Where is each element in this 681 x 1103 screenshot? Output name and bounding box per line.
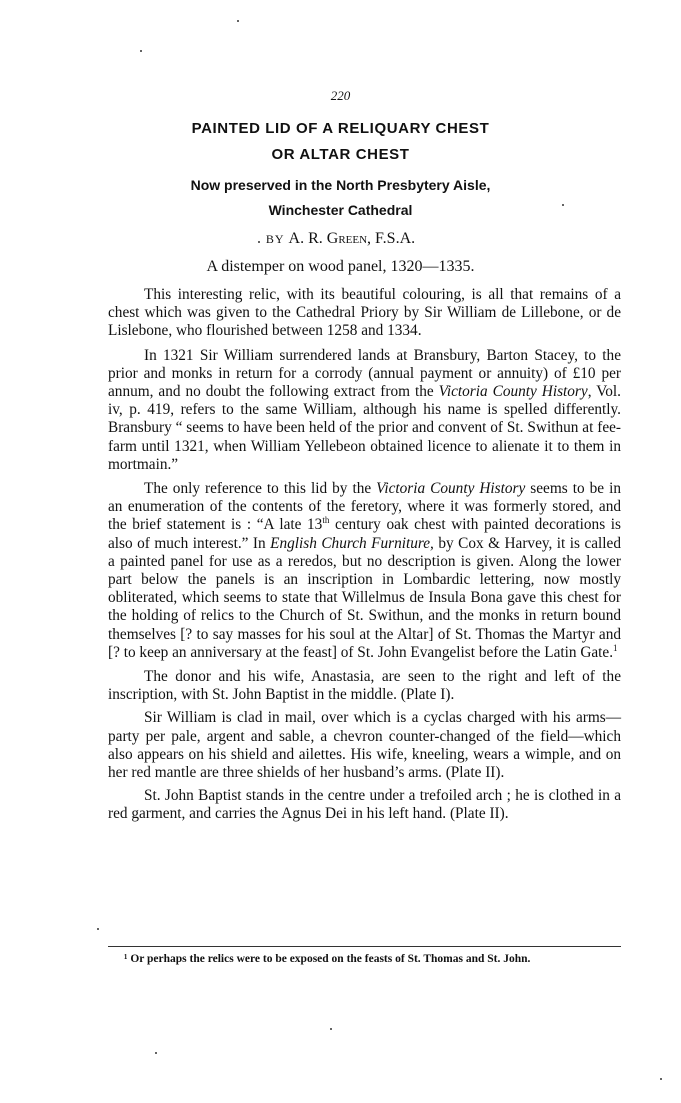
paragraph-3-text-cont-3: by Cox & Harvey, it is called a painted panel for use as a reredos, but no description is given. Along the lower part below the panels is an inscription in Lombardic lettering, now mostly obliterated, which seems to state that Willelmus de Insula Bona gave this chest for the holding of relics to the Church of St. Swithun, and the monks in return bound themselves [? to say masses for his soul at the Altar] of St. Thomas the Martyr and [? to keep an anniversary at the feast] of St. John Evangelist before the Latin Gate. <box>108 534 621 661</box>
speck <box>140 50 142 52</box>
footnote-text: ¹ Or perhaps the relics were to be exposed on the feasts of St. Thomas and St. John. <box>124 953 531 965</box>
speck <box>237 20 239 22</box>
byline-author: A. R. Green, F.S.A. <box>288 230 416 247</box>
superscript-th: th <box>322 515 330 526</box>
paragraph-3-text-cont-2: century oak chest with painted decorations is also of much interest.” In <box>108 516 621 552</box>
footnote <box>108 952 621 966</box>
paragraph-2-text: In 1321 Sir William surrendered lands at Bransbury, Barton Stacey, to the prior and monks in return for a corrody (annual payment or annuity) of £10 per annum, and no doubt the following extract from the <box>108 346 621 401</box>
footnote-rule <box>108 946 621 947</box>
speck <box>562 204 564 206</box>
location-line-1: Now preserved in the North Presbytery Aisle, <box>190 177 491 193</box>
italic-vch-1: Victoria County History <box>438 383 588 401</box>
byline <box>0 230 681 248</box>
paragraph-5: Sir William is clad in mail, over which is a cyclas charged with his arms—party per pale, argent and sable, a chevron counter-changed of the field—which also appears on his shield and ailettes. His wife, kneeling, wears a wimple, and on her red mantle are three shields of her husband’s arms. (Plate II). <box>108 709 621 782</box>
speck <box>97 928 99 930</box>
location-line-2: Winchester Cathedral <box>268 202 413 218</box>
page-number: 220 <box>330 88 351 103</box>
paragraph-2-text-cont: , Vol. iv, p. 419, refers to the same William, although his name is spelled differently. Bransbury “ seems to have been held of the prior and convent of St. Swithun at fee-farm until 1321, when William Yellebeon obtained licence to alienate it to them in mortmain.” <box>108 383 622 473</box>
footnote-marker: 1 <box>613 642 618 653</box>
byline-by: BY <box>265 232 285 246</box>
speck <box>258 241 260 243</box>
italic-ecf: English Church Furniture, <box>270 534 434 552</box>
article-body <box>108 286 621 829</box>
speck <box>155 1052 157 1054</box>
speck <box>660 1078 662 1080</box>
speck <box>330 1028 332 1030</box>
paragraph-1: This interesting relic, with its beautiful colouring, is all that remains of a chest which was given to the Cathedral Priory by Sir William de Lillebone, or de Lislebone, who flourished between 1258 and 1334. <box>108 286 621 340</box>
italic-vch-2: Victoria County History <box>376 480 526 498</box>
paragraph-3-text: The only reference to this lid by the <box>144 480 377 498</box>
title-line-2: OR ALTAR CHEST <box>271 146 410 163</box>
paragraph-3 <box>108 480 621 662</box>
paragraph-4: The donor and his wife, Anastasia, are seen to the right and left of the inscription, with St. John Baptist in the middle. (Plate I). <box>108 668 621 704</box>
title-line-1: PAINTED LID OF A RELIQUARY CHEST <box>191 120 490 137</box>
paragraph-2 <box>108 347 621 474</box>
paragraph-6: St. John Baptist stands in the centre under a trefoiled arch ; he is clothed in a red garment, and carries the Agnus Dei in his left hand. (Plate II). <box>108 787 621 823</box>
paragraph-3-text-cont: seems to be in an enumeration of the contents of the feretory, where it was formerly stored, and the brief statement is : “A late 13 <box>108 480 621 534</box>
article-subtitle: A distemper on wood panel, 1320—1335. <box>206 258 475 275</box>
